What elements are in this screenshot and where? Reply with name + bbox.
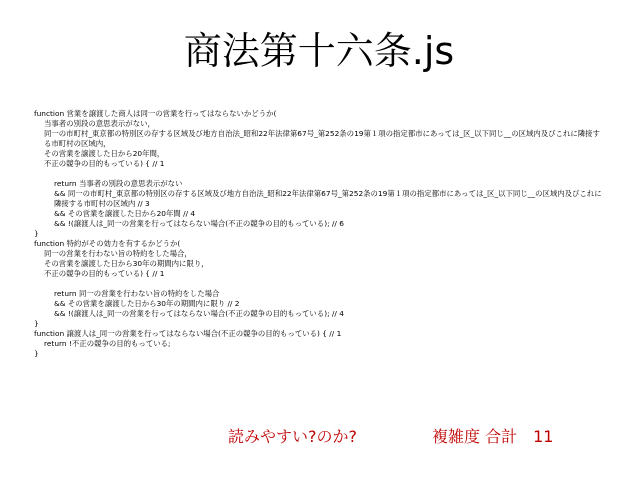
code-line: 当事者の別段の意思表示がない， [44, 119, 155, 128]
readability-question: 読みやすい?のか? [228, 427, 357, 446]
code-blank-line [34, 169, 606, 179]
code-line: 同一の営業を行わない旨の特約をした場合， [44, 249, 192, 258]
code-line: } [34, 229, 39, 238]
code-line: && !(譲渡人は_同一の営業を行ってはならない場合(不正の競争の目的もっている); // 6 [54, 219, 344, 228]
code-line: && その営業を譲渡した日から30年の期間内に限り // 2 [54, 299, 240, 308]
code-block [34, 109, 606, 359]
code-line: その営業を譲渡した日から20年間， [44, 149, 165, 158]
code-line: function 特約がその効力を有するかどうか( [34, 239, 181, 248]
code-line: return 同一の営業を行わない旨の特約をした場合 [54, 289, 220, 298]
code-line: function 譲渡人は_同一の営業を行ってはならない場合(不正の競争の目的もっている) { // 1 [34, 329, 342, 338]
code-line: && 同一の市町村_東京都の特別区の存する区域及び地方自治法_昭和22年法律第67号_第252条の19第１項の指定都市にあっては_区_以下同じ__の区域内及びこれに隣接する市町村の区域内 // 3 [54, 189, 602, 208]
code-line: return 当事者の別段の意思表示がない [54, 179, 183, 188]
code-line: その営業を譲渡した日から30年の期間内に限り， [44, 259, 209, 268]
code-line: 不正の競争の目的もっている) { // 1 [44, 159, 165, 168]
code-line: 同一の市町村_東京都の特別区の存する区域及び地方自治法_昭和22年法律第67号_第252条の19第１項の指定都市にあっては_区_以下同じ__の区域内及びこれに隣接する市町村の区域内， [44, 129, 600, 148]
code-line: && !(譲渡人は_同一の営業を行ってはならない場合(不正の競争の目的もっている); // 4 [54, 309, 344, 318]
complexity-total: 複雑度 合計 11 [432, 427, 554, 446]
code-line: return !不正の競争の目的もっている; [44, 339, 171, 348]
code-line: function 営業を譲渡した商人は同一の営業を行ってはならないかどうか( [34, 109, 277, 118]
code-line: 不正の競争の目的もっている) { // 1 [44, 269, 165, 278]
code-line: } [34, 349, 39, 358]
code-line: && その営業を譲渡した日から20年間 // 4 [54, 209, 196, 218]
code-line: } [34, 319, 39, 328]
code-blank-line [34, 279, 606, 289]
slide-title: 商法第十六条.js [183, 29, 455, 73]
